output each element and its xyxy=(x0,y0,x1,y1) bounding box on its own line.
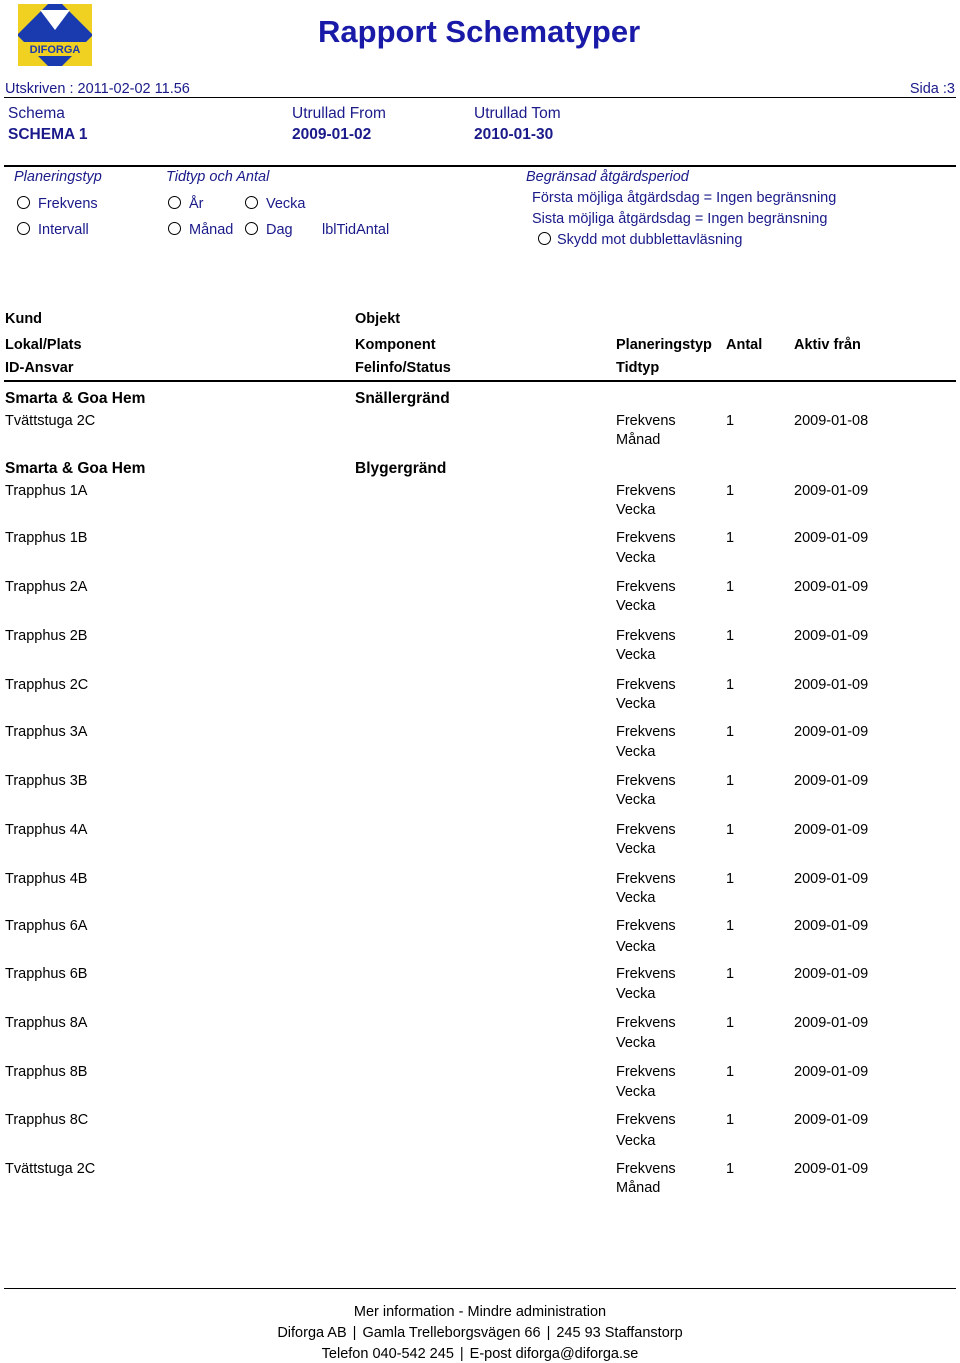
radio-circle-icon xyxy=(168,196,181,209)
row-lokal: Trapphus 4B xyxy=(5,871,88,887)
group-kund: Smarta & Goa Hem xyxy=(5,460,146,477)
row-aktiv-fran: 2009-01-09 xyxy=(794,822,869,838)
row-aktiv-fran: 2009-01-09 xyxy=(794,1112,869,1128)
row-aktiv-fran: 2009-01-09 xyxy=(794,579,869,595)
row-planeringstyp: Frekvens xyxy=(616,918,676,934)
footer-tagline: Mer information - Mindre administration xyxy=(353,1304,607,1320)
planeringstyp-heading: Planeringstyp xyxy=(14,169,102,185)
row-aktiv-fran: 2009-01-09 xyxy=(794,871,869,887)
row-planeringstyp: Frekvens xyxy=(616,628,676,644)
row-tidtyp: Vecka xyxy=(616,744,656,760)
footer-address: Diforga AB | Gamla Trelleborgsvägen 66 | 245 93 Staffanstorp xyxy=(277,1325,683,1341)
to-label: Utrullad Tom xyxy=(474,105,561,122)
footer-email[interactable]: E-post diforga@diforga.se xyxy=(469,1346,639,1362)
row-antal: 1 xyxy=(726,918,735,934)
svg-text:DIFORGA: DIFORGA xyxy=(29,44,81,56)
radio-vecka[interactable] xyxy=(245,196,306,212)
footer-divider xyxy=(4,1288,956,1289)
row-planeringstyp: Frekvens xyxy=(616,724,676,740)
col-lokal: Lokal/Plats xyxy=(5,337,82,353)
row-lokal: Trapphus 1A xyxy=(5,483,88,499)
col-kund: Kund xyxy=(5,311,43,327)
row-planeringstyp: Frekvens xyxy=(616,1112,676,1128)
row-tidtyp: Vecka xyxy=(616,1035,656,1051)
radio-dag[interactable] xyxy=(245,222,293,238)
row-planeringstyp: Frekvens xyxy=(616,1161,676,1177)
footer-street: Gamla Trelleborgsvägen 66 xyxy=(362,1325,541,1341)
row-tidtyp: Vecka xyxy=(616,1084,656,1100)
row-lokal: Trapphus 3B xyxy=(5,773,88,789)
row-planeringstyp: Frekvens xyxy=(616,966,676,982)
group-objekt: Snällergränd xyxy=(355,390,450,407)
row-antal: 1 xyxy=(726,966,735,982)
begransad-heading: Begränsad åtgärdsperiod xyxy=(526,169,689,185)
col-aktiv-fran: Aktiv från xyxy=(794,337,861,353)
row-planeringstyp: Frekvens xyxy=(616,677,676,693)
radio-intervall-label: Intervall xyxy=(38,222,89,238)
row-antal: 1 xyxy=(726,773,735,789)
printed-timestamp: Utskriven : 2011-02-02 11.56 xyxy=(5,81,190,97)
row-aktiv-fran: 2009-01-09 xyxy=(794,1161,869,1177)
radio-dag-label: Dag xyxy=(266,222,293,238)
row-tidtyp: Vecka xyxy=(616,792,656,808)
row-antal: 1 xyxy=(726,579,735,595)
row-tidtyp: Vecka xyxy=(616,502,656,518)
radio-frekvens-label: Frekvens xyxy=(38,196,98,212)
col-tidtyp: Tidtyp xyxy=(616,360,660,376)
row-planeringstyp: Frekvens xyxy=(616,483,676,499)
row-aktiv-fran: 2009-01-09 xyxy=(794,483,869,499)
row-planeringstyp: Frekvens xyxy=(616,579,676,595)
row-tidtyp: Vecka xyxy=(616,841,656,857)
row-antal: 1 xyxy=(726,871,735,887)
row-aktiv-fran: 2009-01-09 xyxy=(794,628,869,644)
radio-circle-icon xyxy=(17,222,30,235)
row-lokal: Tvättstuga 2C xyxy=(5,413,96,429)
row-antal: 1 xyxy=(726,530,735,546)
row-lokal: Trapphus 6A xyxy=(5,918,88,934)
radio-manad-label: Månad xyxy=(189,222,234,238)
row-lokal: Trapphus 2C xyxy=(5,677,89,693)
row-aktiv-fran: 2009-01-08 xyxy=(794,413,869,429)
row-antal: 1 xyxy=(726,483,735,499)
row-lokal: Trapphus 1B xyxy=(5,530,88,546)
row-lokal: Trapphus 8A xyxy=(5,1015,88,1031)
footer-phone: Telefon 040-542 245 xyxy=(321,1346,454,1362)
header-divider xyxy=(4,97,956,98)
footer-company: Diforga AB xyxy=(277,1325,347,1341)
row-lokal: Trapphus 3A xyxy=(5,724,88,740)
row-tidtyp: Vecka xyxy=(616,939,656,955)
radio-circle-icon xyxy=(17,196,30,209)
radio-ar-label: År xyxy=(189,196,204,212)
row-tidtyp: Månad xyxy=(616,1180,661,1196)
row-antal: 1 xyxy=(726,677,735,693)
col-felinfo: Felinfo/Status xyxy=(355,360,451,376)
radio-circle-icon xyxy=(538,232,551,245)
radio-ar[interactable] xyxy=(168,196,204,212)
radio-intervall[interactable] xyxy=(17,222,89,238)
row-antal: 1 xyxy=(726,1112,735,1128)
schema-value: SCHEMA 1 xyxy=(8,126,88,143)
radio-circle-icon xyxy=(245,222,258,235)
row-tidtyp: Vecka xyxy=(616,696,656,712)
row-lokal: Trapphus 2B xyxy=(5,628,88,644)
row-lokal: Tvättstuga 2C xyxy=(5,1161,96,1177)
row-tidtyp: Vecka xyxy=(616,986,656,1002)
row-tidtyp: Vecka xyxy=(616,1133,656,1149)
row-antal: 1 xyxy=(726,628,735,644)
checkbox-skydd[interactable] xyxy=(538,232,742,248)
row-aktiv-fran: 2009-01-09 xyxy=(794,530,869,546)
skydd-label: Skydd mot dubblettavläsning xyxy=(557,232,743,248)
schema-divider xyxy=(4,165,956,167)
row-aktiv-fran: 2009-01-09 xyxy=(794,773,869,789)
from-value: 2009-01-02 xyxy=(292,126,372,143)
columns-divider xyxy=(4,380,956,382)
sista-mojliga: Sista möjliga åtgärdsdag = Ingen begränsning xyxy=(532,211,828,227)
row-antal: 1 xyxy=(726,413,735,429)
row-tidtyp: Vecka xyxy=(616,550,656,566)
radio-manad[interactable] xyxy=(168,222,233,238)
row-planeringstyp: Frekvens xyxy=(616,530,676,546)
row-tidtyp: Månad xyxy=(616,432,661,448)
report-title: Rapport Schematyper xyxy=(318,14,641,49)
lbl-tid-antal: lblTidAntal xyxy=(322,222,390,238)
row-planeringstyp: Frekvens xyxy=(616,871,676,887)
col-komponent: Komponent xyxy=(355,337,436,353)
group-objekt: Blygergränd xyxy=(355,460,447,477)
footer-postal: 245 93 Staffanstorp xyxy=(556,1325,683,1341)
radio-circle-icon xyxy=(245,196,258,209)
row-aktiv-fran: 2009-01-09 xyxy=(794,966,869,982)
from-label: Utrullad From xyxy=(292,105,386,122)
row-aktiv-fran: 2009-01-09 xyxy=(794,1015,869,1031)
page-number: Sida :3 xyxy=(909,81,955,97)
row-antal: 1 xyxy=(726,1064,735,1080)
row-planeringstyp: Frekvens xyxy=(616,1015,676,1031)
group-kund: Smarta & Goa Hem xyxy=(5,390,146,407)
row-lokal: Trapphus 4A xyxy=(5,822,88,838)
row-lokal: Trapphus 8C xyxy=(5,1112,89,1128)
forsta-mojliga: Första möjliga åtgärdsdag = Ingen begränsning xyxy=(532,190,837,206)
row-planeringstyp: Frekvens xyxy=(616,1064,676,1080)
diforga-logo xyxy=(14,4,96,68)
row-aktiv-fran: 2009-01-09 xyxy=(794,1064,869,1080)
to-value: 2010-01-30 xyxy=(474,126,554,143)
row-lokal: Trapphus 8B xyxy=(5,1064,88,1080)
row-aktiv-fran: 2009-01-09 xyxy=(794,724,869,740)
col-antal: Antal xyxy=(726,337,763,353)
row-antal: 1 xyxy=(726,1015,735,1031)
radio-circle-icon xyxy=(168,222,181,235)
col-id-ansvar: ID-Ansvar xyxy=(5,360,74,376)
row-tidtyp: Vecka xyxy=(616,598,656,614)
col-planeringstyp: Planeringstyp xyxy=(616,337,712,353)
row-tidtyp: Vecka xyxy=(616,647,656,663)
schema-label: Schema xyxy=(8,105,65,122)
row-aktiv-fran: 2009-01-09 xyxy=(794,677,869,693)
row-lokal: Trapphus 6B xyxy=(5,966,88,982)
row-antal: 1 xyxy=(726,724,735,740)
col-objekt: Objekt xyxy=(355,311,401,327)
row-planeringstyp: Frekvens xyxy=(616,773,676,789)
row-lokal: Trapphus 2A xyxy=(5,579,88,595)
row-antal: 1 xyxy=(726,822,735,838)
row-planeringstyp: Frekvens xyxy=(616,413,676,429)
row-tidtyp: Vecka xyxy=(616,890,656,906)
row-planeringstyp: Frekvens xyxy=(616,822,676,838)
tidtyp-heading: Tidtyp och Antal xyxy=(166,169,270,185)
footer-contact: Telefon 040-542 245 | E-post diforga@diforga.se xyxy=(321,1346,639,1362)
radio-frekvens[interactable] xyxy=(17,196,98,212)
row-antal: 1 xyxy=(726,1161,735,1177)
radio-vecka-label: Vecka xyxy=(266,196,306,212)
row-aktiv-fran: 2009-01-09 xyxy=(794,918,869,934)
